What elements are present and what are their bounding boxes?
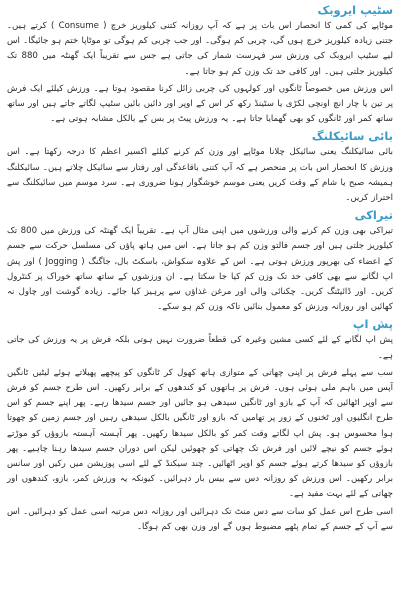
paragraph: موٹاپے کی کمی کا انحصار اس بات پر ہے کہ آپ روزانہ کتنی کیلوریز خرچ ( Consume ) کرتے ہیں۔ جتنی زیادہ کیلوریز خرچ ہوں گی، چربی کم ہوگی۔ اور جب چربی کم ہوگی تو موٹاپا ختم ہو جائیگا۔ اس لیے سٹیپ ایروبک کی ورزش سر فہرست شمار کی جاتی ہے جس سے تقریباً ایک گھنٹہ میں 880 تک کیلوریز جلتی ہیں۔ اور کافی حد تک وزن کم ہو جاتا ہے۔ [7,21,394,77]
section-heading: تیراکی [354,208,393,223]
section-push-up [7,317,393,535]
paragraph: بائی سائیکلنگ یعنی سائیکل چلانا موٹاپے اور وزن کم کرنے کیلئے اکسیر اعظم کا درجہ رکھتا ہے۔ اس ورزش کا انحصار اس بات پر منحصر ہے کہ آپ کتنی باقاعدگی اور رفتار سے سائیکل چلاتے ہیں۔ سائیکلنگ ہمیشہ صبح یا شام کے وقت کریں یعنی موسم خوشگوار ہونا ضروری ہے۔ سرد موسم میں سائیکلنگ سے احتراز کریں۔ [7,147,393,204]
paragraph: سب سے پہلے فرش پر اپنی چھاتی کے متوازی ہاتھ کھول کر ٹانگوں کو پیچھے پھیلاتے ہوئے لیٹیں ٹانگیں آپس میں باہم ملی ہوئی ہوں۔ فرش پر ہاتھوں کو کندھوں کے برابر رکھیں۔ اس طرح جسم کو فرش سے اوپر اٹھائیں کہ آپ کے بازو اور ٹانگیں سیدھی ہو جائیں اور جسم سیدھا رہے۔ پھر اپنے جسم کو اس طرح انگلیوں اور ٹخنوں کے زور پر تھامیں کہ بازو اور ٹانگیں بالکل سیدھی رہیں اور جسم زمین کو چھوتا ہوا محسوس ہو۔ پش اپ لگاتے وقت کمر کو بالکل سیدھا رکھیں۔ پھر آہستہ آہستہ بازوؤں کو موڑتے ہوئے جسم کو نیچے لائیں اور فرش تک چھاتی کو چھوئیں لیکن اس دوران جسم سیدھا رہنا چاہیے۔ پھر بازوؤں کو سیدھا کرتے ہوئے جسم کو اوپر اٹھائیں۔ چند سیکنڈ کے لئے اسی پوزیشن میں رکیں اور سانس برابر رکھیں۔ اس ورزش کو روزانہ دس سے بیس بار دہرائیں۔ کیونکہ یہ ورزش کمر، بازو، کندھوں اور چھاتی کے لئے بہت مفید ہے۔ [7,367,393,500]
paragraph: تیراکی بھی وزن کم کرنے والی ورزشوں میں اپنی مثال آپ ہے۔ تقریباً ایک گھنٹہ کی ورزش میں 800 تک کیلوریز جلتی ہیں اور جسم فالتو وزن کم ہو جاتا ہے۔ اس میں ہاتھ پاؤں کی مسلسل حرکت سے جسم کے اعضاء کی بھرپور ورزش ہوتی ہے۔ اس کے علاوہ سکواش، باسکٹ بال، جاگنگ ( Jogging ) اور پش اپ لگانے سے بھی کافی حد تک وزن کم کیا جا سکتا ہے۔ ان ورزشوں کے ساتھ ساتھ خوراک پر کنٹرول کریں۔ اور ڈائیٹنگ کریں۔ چکنائی والی اور مرغن غذاؤں سے پرہیز کیا جائے۔ زیادہ گوشت اور چاول نہ کھائیں اور روزانہ ورزش کو معمول بنائیں تاکہ وزن کم ہو سکے۔ [7,226,394,313]
section-step-aerobic [7,3,393,127]
paragraph: پش اپ لگانے کے لئے کسی مشین وغیرہ کی قطعاً ضرورت نہیں ہوتی بلکہ فرش پر یہ ورزش کی جاتی ہے۔ [7,335,393,361]
section-swimming [7,208,393,315]
section-heading: سٹیپ ایروبک [317,3,393,17]
section-heading: بائی سائیکلنگ [311,129,393,144]
paragraph: اسی طرح اس عمل کو سات سے دس منٹ تک دہرائیں اور روزانہ دس مرتبہ اسی عمل کو دہرائیں۔ اس سے آپ کے جسم کے تمام پٹھے مضبوط ہوں گے اور وزن بھی کم ہوگا۔ [7,506,393,532]
section-heading: پش اپ [352,317,393,332]
paragraph: اس ورزش میں خصوصاً ٹانگوں اور کولہوں کی چربی زائل کرنا مقصود ہوتا ہے۔ ورزش کیلئے ایک فرش پر تین یا چار انچ اونچی لکڑی یا سٹینڈ رکھ کر اس کے اوپر اور دائیں بائیں سٹیپ لگاتے جاتے ہیں اور ساتھ ساتھ کمر اور ٹانگوں کو بھی گھمایا جاتا ہے۔ یہ ورزش پیٹ پر بس کے بالکل مشابہ ہوتی ہے۔ [7,83,393,125]
section-bicycling [7,129,393,206]
